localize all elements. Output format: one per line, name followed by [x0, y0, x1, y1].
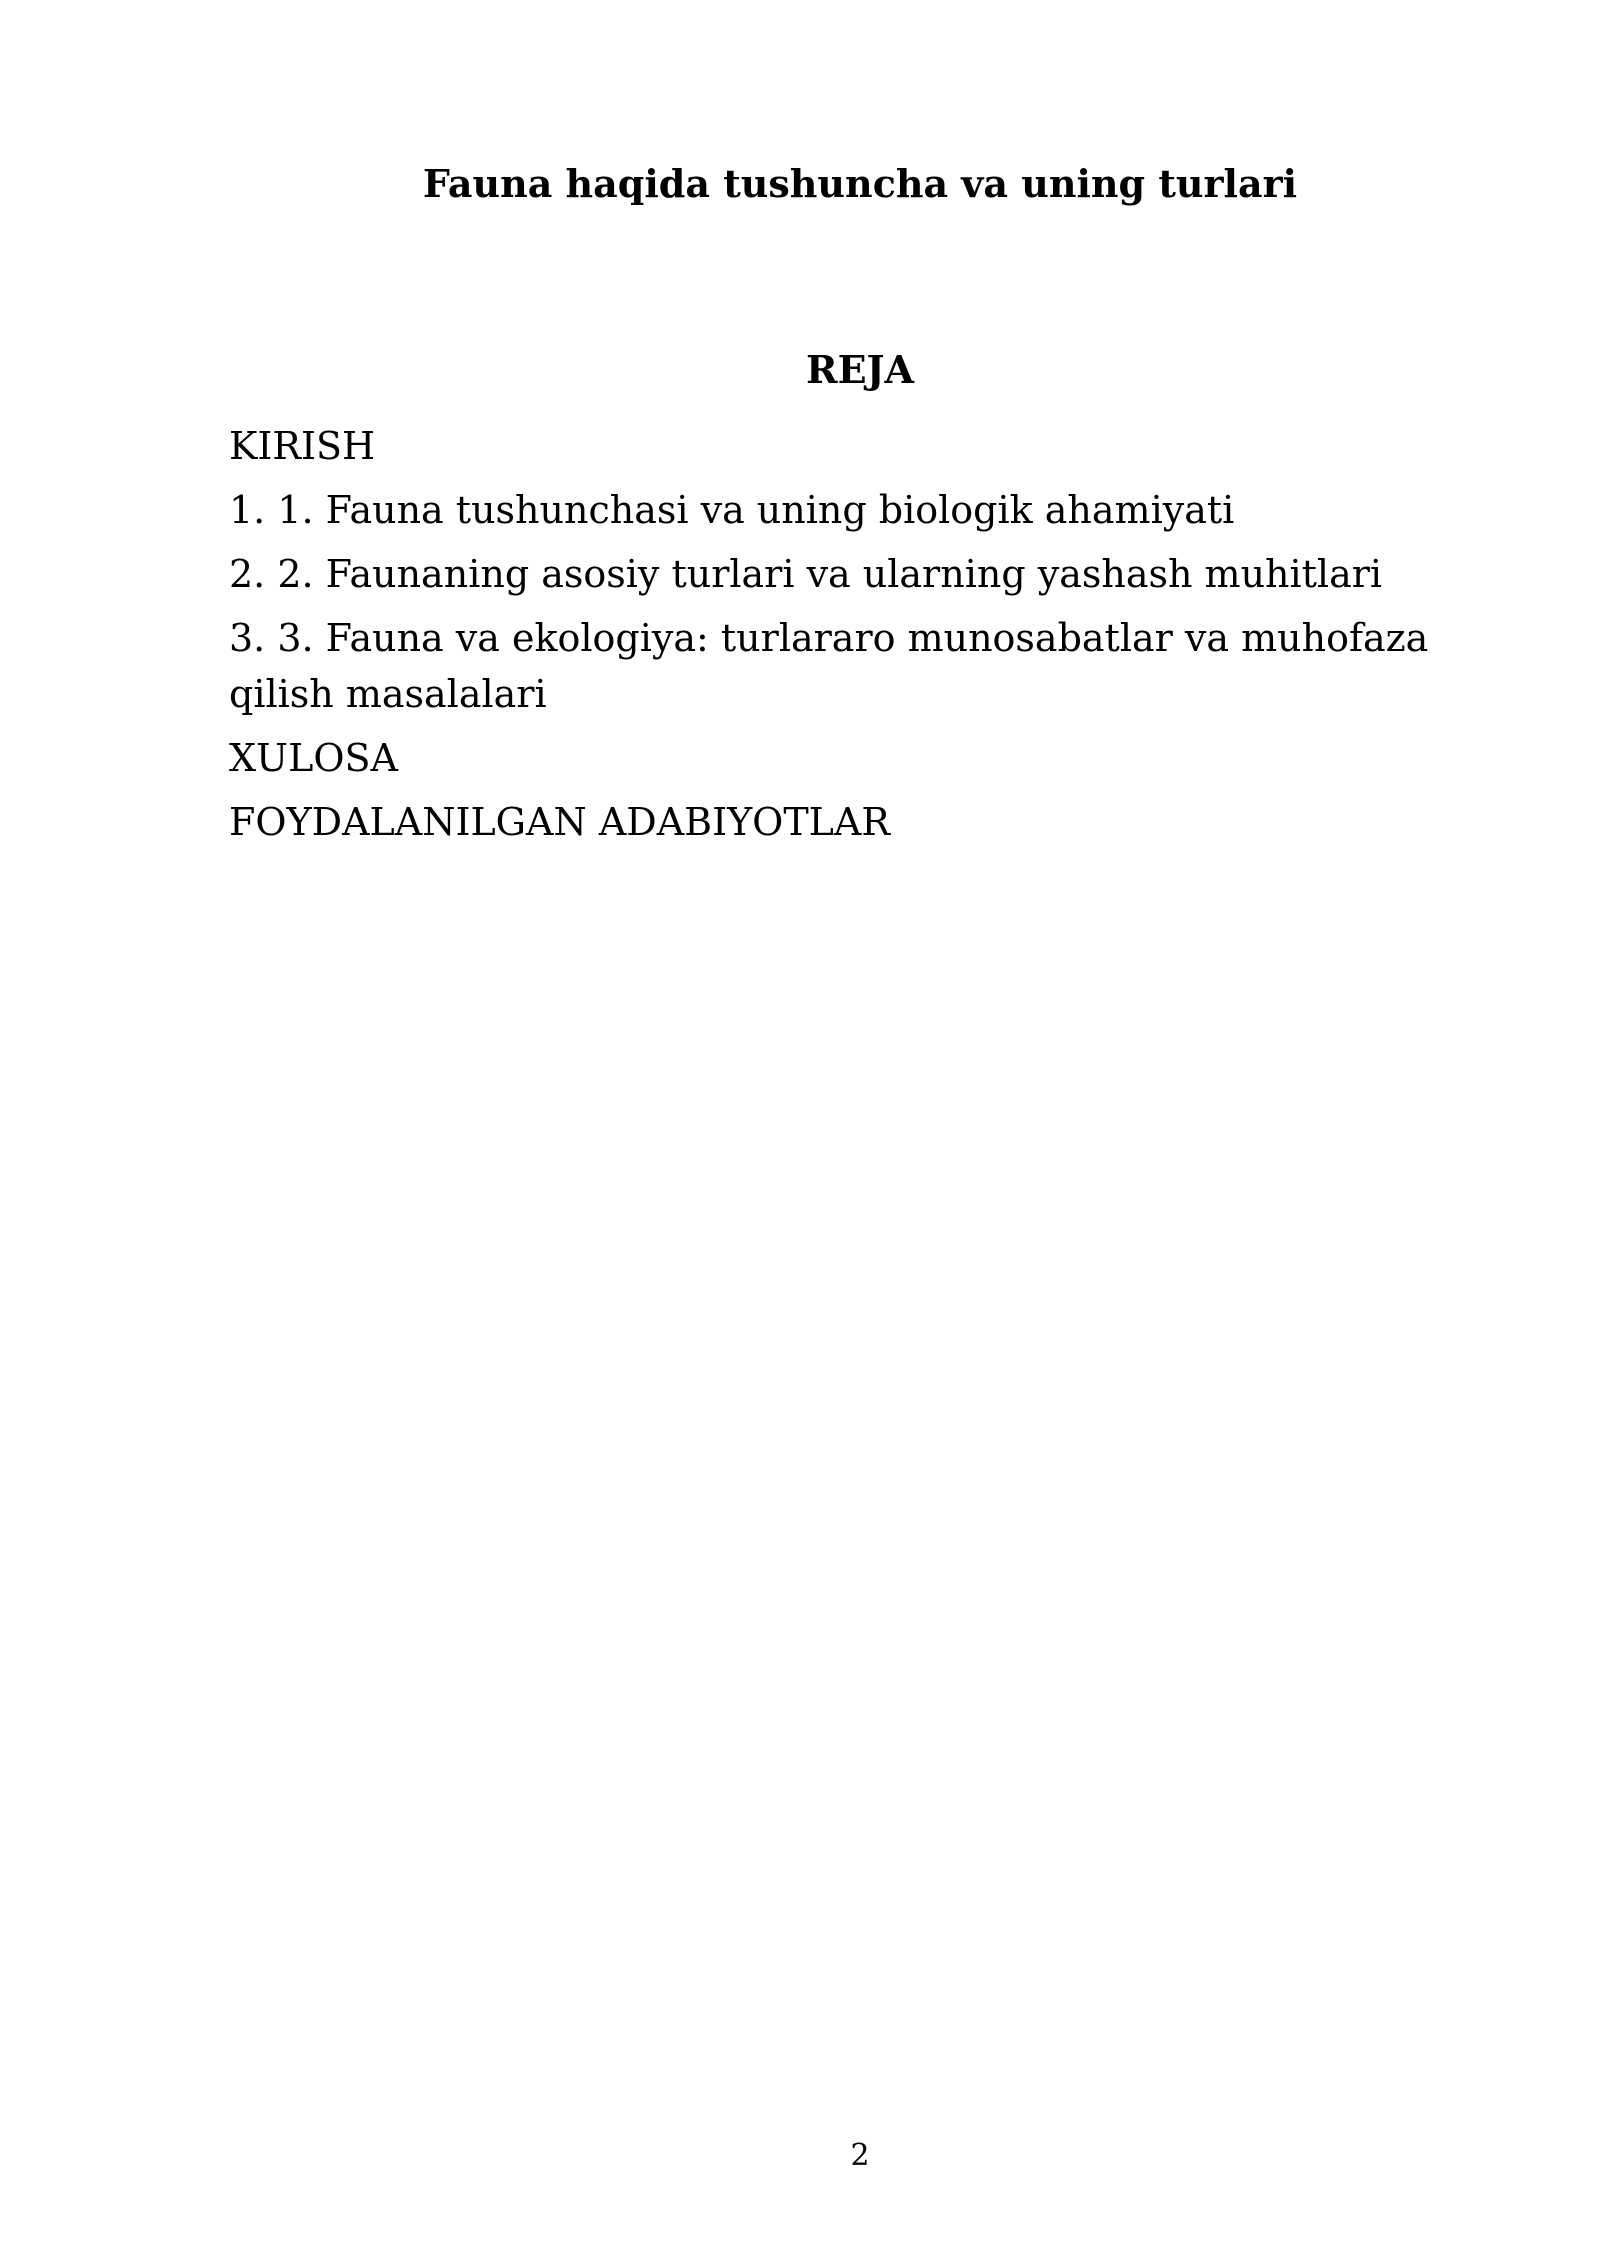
plan-item-introduction: KIRISH: [229, 424, 376, 468]
plan-item-references: FOYDALANILGAN ADABIYOTLAR: [229, 800, 890, 844]
plan-item-1: 1. 1. Fauna tushunchasi va uning biologik ahamiyati: [229, 488, 1235, 532]
plan-item-2: 2. 2. Faunaning asosiy turlari va ularning yashash muhitlari: [229, 552, 1383, 596]
plan-item-conclusion: XULOSA: [229, 736, 398, 780]
document-title: Fauna haqida tushuncha va uning turlari: [422, 161, 1298, 206]
plan-list: [229, 418, 1429, 858]
plan-item-3: 3. 3. Fauna va ekologiya: turlararo munosabatlar va muhofaza qilish masalalari: [229, 616, 1429, 716]
plan-heading: REJA: [805, 347, 914, 392]
page-number: 2: [850, 2138, 870, 2173]
